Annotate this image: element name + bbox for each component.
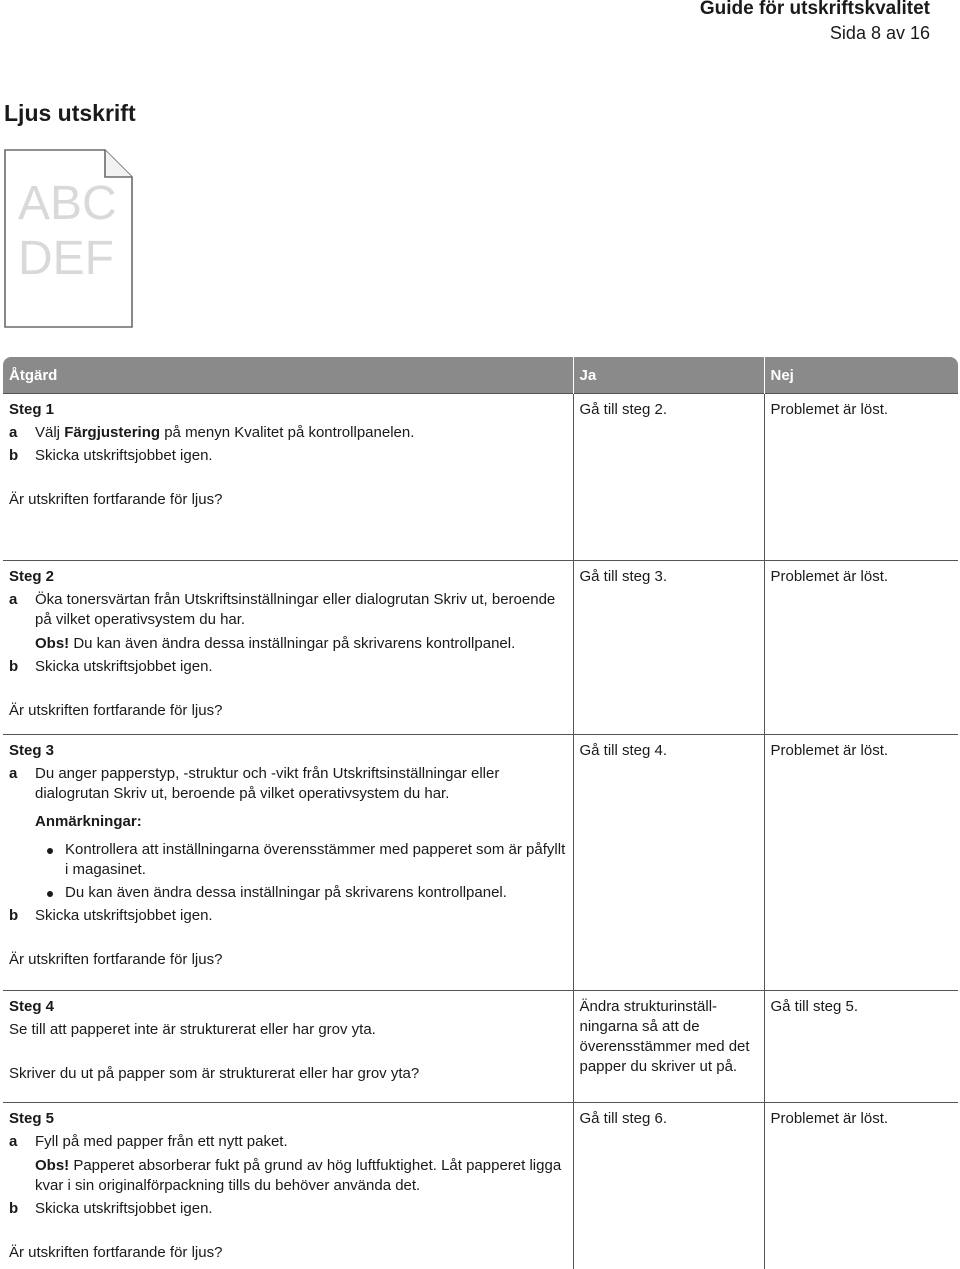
step3-bullet: Du kan även ändra dessa inställningar på skrivarens kontrollpanel. [47, 883, 567, 903]
step2-item-a: a Öka tonersvärtan från Utskriftsinställningar eller dialogrutan Skriv ut, beroende på vilket operativsystem du har. [9, 590, 567, 630]
step5-title: Steg 5 [9, 1109, 567, 1129]
table-row-step4 [3, 991, 958, 1103]
header-no: Nej [764, 357, 958, 394]
header-action: Åtgärd [3, 357, 573, 394]
step5-note: Obs! Papperet absorberar fukt på grund av hög luftfuktighet. Låt papperet ligga kvar i sin originalförpackning tills du behöver använda det. [35, 1156, 567, 1196]
step5-item-a: a Fyll på med papper från ett nytt paket. [9, 1132, 567, 1152]
step2-item-b: b Skicka utskriftsjobbet igen. [9, 657, 567, 677]
step4-question: Skriver du ut på papper som är strukturerat eller har grov yta? [9, 1064, 567, 1084]
step1-yes-cell: Gå till steg 2. [573, 394, 764, 561]
step3-bullet: Kontrollera att inställningarna överensstämmer med papperet som är påfyllt i magasinet. [47, 840, 567, 880]
page-number: Sida 8 av 16 [700, 22, 930, 44]
step4-action-cell [3, 991, 573, 1103]
bullet-icon [47, 840, 65, 880]
step4-title: Steg 4 [9, 997, 567, 1017]
step2-no-cell: Problemet är löst. [764, 561, 958, 735]
step3-item-a: a Du anger papperstyp, -struktur och -vikt från Utskriftsinställningar eller dialogrutan Skriv ut, beroende på vilket operativsystem du har. [9, 764, 567, 804]
step3-action-cell [3, 735, 573, 991]
light-print-sample-icon [4, 149, 133, 328]
table-row-step5 [3, 1103, 958, 1269]
step1-title: Steg 1 [9, 400, 567, 420]
step2-note: Obs! Du kan även ändra dessa inställningar på skrivarens kontrollpanel. [35, 634, 567, 654]
page-header [700, 0, 930, 44]
step4-yes-cell: Ändra strukturinställ-ningarna så att de överensstämmer med det papper du skriver ut på. [573, 991, 764, 1103]
step1-no-cell: Problemet är löst. [764, 394, 958, 561]
table-row-step1 [3, 394, 958, 561]
step5-action-cell [3, 1103, 573, 1269]
step3-item-b: b Skicka utskriftsjobbet igen. [9, 906, 567, 926]
step3-title: Steg 3 [9, 741, 567, 761]
step1-item-a: a Välj Färgjustering på menyn Kvalitet på kontrollpanelen. [9, 423, 567, 443]
step4-no-cell: Gå till steg 5. [764, 991, 958, 1103]
sample-text-line2: DEF [18, 232, 114, 285]
step1-question: Är utskriften fortfarande för ljus? [9, 490, 567, 510]
step3-notes-title: Anmärkningar: [35, 812, 567, 832]
step2-title: Steg 2 [9, 567, 567, 587]
troubleshooting-table [3, 357, 958, 1269]
bullet-icon [47, 883, 65, 903]
step3-question: Är utskriften fortfarande för ljus? [9, 950, 567, 970]
sample-text-line1: ABC [18, 177, 117, 230]
table-row-step3 [3, 735, 958, 991]
step2-question: Är utskriften fortfarande för ljus? [9, 701, 567, 721]
step2-yes-cell: Gå till steg 3. [573, 561, 764, 735]
step5-item-b: b Skicka utskriftsjobbet igen. [9, 1199, 567, 1219]
step5-yes-cell: Gå till steg 6. [573, 1103, 764, 1269]
step3-no-cell: Problemet är löst. [764, 735, 958, 991]
step2-action-cell [3, 561, 573, 735]
step1-item-b: b Skicka utskriftsjobbet igen. [9, 446, 567, 466]
header-yes: Ja [573, 357, 764, 394]
document-title: Guide för utskriftskvalitet [700, 0, 930, 20]
step5-no-cell: Problemet är löst. [764, 1103, 958, 1269]
section-title: Ljus utskrift [4, 100, 136, 127]
table-header-row [3, 357, 958, 394]
step3-yes-cell: Gå till steg 4. [573, 735, 764, 991]
step1-action-cell [3, 394, 573, 561]
menu-option-fargjustering: Färgjustering [64, 424, 160, 441]
step4-text: Se till att papperet inte är strukturerat eller har grov yta. [9, 1020, 567, 1040]
table-row-step2 [3, 561, 958, 735]
step5-question: Är utskriften fortfarande för ljus? [9, 1243, 567, 1263]
